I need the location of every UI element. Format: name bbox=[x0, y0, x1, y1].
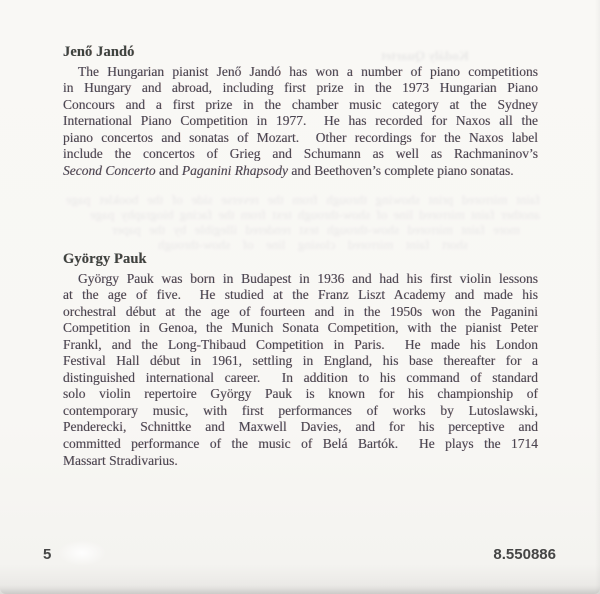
text-line bbox=[63, 337, 538, 354]
scan-artifact bbox=[58, 540, 106, 566]
text-line bbox=[63, 80, 538, 97]
bio-section-pauk bbox=[63, 251, 538, 469]
section-heading: György Pauk bbox=[63, 251, 147, 267]
page-edge-shadow bbox=[595, 0, 600, 594]
text-segment: include the concertos of Grieg and Schumann as well as Rachmaninov’s bbox=[63, 146, 538, 162]
italic-work-title: Second Concerto bbox=[63, 162, 156, 178]
text-line bbox=[63, 403, 538, 420]
text-segment: The Hungarian pianist Jenő Jandó has won a number of piano competitions bbox=[78, 63, 538, 79]
text-line bbox=[63, 64, 538, 81]
page-number: 5 bbox=[43, 546, 52, 563]
bio-section-jando bbox=[63, 44, 538, 179]
text-segment: in Hungary and abroad, including first prize in the 1973 Hungarian Piano bbox=[63, 80, 538, 96]
text-segment: Competition in Genoa, the Munich Sonata Competition, with the pianist Peter bbox=[63, 320, 538, 336]
text-segment: Massart Stradivarius. bbox=[63, 452, 178, 468]
bio-paragraph bbox=[63, 64, 538, 180]
bio-paragraph bbox=[63, 271, 538, 470]
text-segment: at the age of five. He studied at the Franz Liszt Academy and made his bbox=[63, 287, 538, 303]
text-segment: György Pauk was born in Budapest in 1936 and had his first violin lessons bbox=[78, 270, 538, 286]
text-line bbox=[63, 386, 538, 403]
show-through-heading: Kodály Quartet bbox=[381, 48, 469, 63]
page-edge-shadow bbox=[0, 585, 600, 594]
show-through-text: short faint mirrored closing line of show-through bbox=[158, 237, 468, 252]
text-segment: Festival Hall début in 1961, settling in England, his base thereafter for a bbox=[63, 353, 538, 369]
show-through-text: another faint mirrored line of show-through text from the facing biography page bbox=[90, 207, 540, 222]
text-line bbox=[63, 353, 538, 370]
show-through-text: more faint mirrored show-through text rendered illegible by the paper bbox=[112, 222, 520, 237]
text-line bbox=[63, 370, 538, 387]
text-line bbox=[63, 146, 538, 163]
text-segment: contemporary music, with first performances of works by Lutoslawski, bbox=[63, 402, 538, 418]
text-segment: orchestral début at the age of fourteen and in the 1950s won the Paganini bbox=[63, 303, 538, 319]
show-through-text: faint mirrored print showing through from the reverse side of the booklet page bbox=[66, 192, 540, 207]
text-line bbox=[63, 271, 538, 288]
catalog-number: 8.550886 bbox=[493, 546, 556, 563]
text-line bbox=[63, 130, 538, 147]
italic-work-title: Paganini Rhapsody bbox=[181, 162, 288, 178]
text-line bbox=[63, 436, 538, 453]
text-segment: and Beethoven’s complete piano sonatas. bbox=[287, 162, 514, 178]
text-line bbox=[63, 320, 538, 337]
text-segment: solo violin repertoire György Pauk is known for his championship of bbox=[63, 386, 538, 402]
text-segment: Frankl, and the Long-Thibaud Competition in Paris. He made his London bbox=[63, 336, 538, 352]
text-line bbox=[63, 113, 538, 130]
text-segment: and bbox=[155, 162, 182, 178]
text-line bbox=[63, 97, 538, 114]
text-segment: International Piano Competition in 1977. He has recorded for Naxos all the bbox=[63, 113, 538, 129]
text-segment: piano concertos and sonatas of Mozart. Other recordings for the Naxos label bbox=[63, 129, 538, 145]
text-line bbox=[63, 304, 538, 321]
text-line bbox=[63, 287, 538, 304]
text-line bbox=[63, 419, 538, 436]
text-segment: distinguished international career. In addition to his command of standard bbox=[63, 369, 538, 385]
text-line bbox=[63, 163, 538, 180]
text-segment: committed performance of the music of Belá Bartók. He plays the 1714 bbox=[63, 435, 538, 451]
text-segment: Penderecki, Schnittke and Maxwell Davies, and for his perceptive and bbox=[63, 419, 538, 435]
text-line bbox=[63, 453, 538, 470]
section-heading: Jenő Jandó bbox=[63, 44, 135, 60]
text-segment: Concours and a first prize in the chamber music category at the Sydney bbox=[63, 96, 538, 112]
